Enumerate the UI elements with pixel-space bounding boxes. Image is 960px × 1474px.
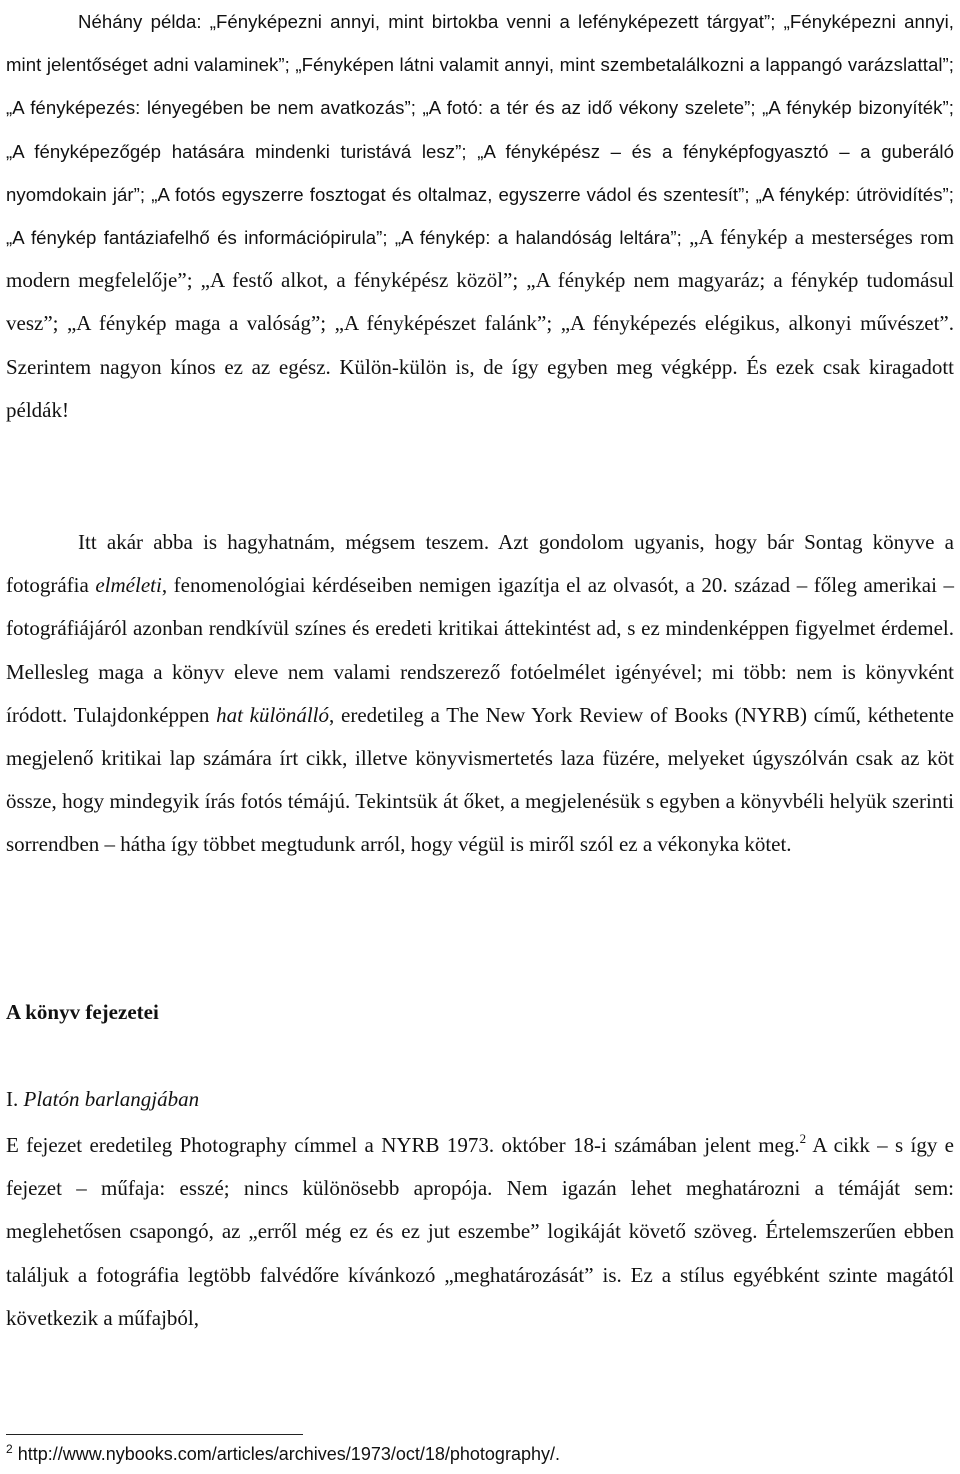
quotes-paragraph [6,0,954,432]
chapter-heading: A könyv fejezetei [6,1000,159,1024]
quotes-intro: Néhány példa: [78,11,210,32]
paragraph-indent [6,9,78,33]
footnote-link[interactable]: http://www.nybooks.com/articles/archives/1973/oct/18/photography/. [12,1444,560,1464]
quotes-list: „Fényképezni annyi, mint birtokba venni a lefényképezett tárgyat”; „Fényképezni annyi, mint jelentőséget adni valaminek”; „Fényképen látni valamit annyi, mint szembetalálkozni a lappangó varázslattal”; „A fényképezés: lényegében be nem avatkozás”; „A fotó: a tér és az idő vékony szelete”; „A fénykép bizonyíték”; „A fényképezőgép hatására mindenki turistává lesz”; „A fényképész – és a fényképfogyasztó – a guberáló nyomdokain jár”; „A fotós egyszerre fosztogat és oltalmaz, egyszerre vádol és szentesít”; „A fénykép: útrövidítés”; „A fénykép fantáziafelhő és információpirula”; „A fénykép: a halandóság leltára”; [6,11,955,249]
section-paragraph [6,1124,954,1340]
section-text-a: E fejezet eredetileg Photography címmel a NYRB 1973. október 18-i számában jelent meg. [6,1133,800,1157]
footnote-separator [6,1434,303,1435]
section-title: Platón barlangjában [23,1087,200,1111]
intro-text-c: , eredetileg a The New York Review of Books (NYRB) című, kéthetente megjelenő kritikai lap számára írt cikk, illetve könyvismertetés laza füzére, melyeket úgyszólván csak az köt össze, hogy mindegyik írás fotós témájú. Tekintsük át őket, a megjelenésük s egyben a könyvbéli helyük szerinti sorrendben – hátha így többet megtudunk arról, hogy végül is miről szól ez a vékonyka kötet. [6,702,954,857]
quotes-list-continued: „A fénykép a mesterséges rom modern megfelelője”; „A festő alkot, a fényképész közöl”; „A fénykép nem magyaráz; a fénykép tudomásul vesz”; „A fénykép maga a valóság”; „A fényképészet falánk”; „A fényképezés elégikus, alkonyi művészet”. [6,225,955,336]
section-heading [6,1087,199,1112]
section-numeral: I. [6,1087,24,1111]
intro-paragraph [6,521,954,867]
footnote [6,1442,560,1465]
intro-emphasis-b: hat különálló [216,702,330,727]
intro-text-a: Itt akár abba is hagyhatnám, mégsem teszem. Azt gondolom ugyanis, hogy bár Sontag könyve a fotográfia [6,530,954,598]
section-text-b: A cikk – s így e fejezet – műfaja: esszé; nincs különösebb apropója. Nem igazán lehet meghatározni a témáját sem: meglehetősen csapongó, az „erről még ez és ez jut eszembe” logikáját követő szöveg. Értelemszerűen ebben találjuk a fotográfia legtöbb falvédőre kívánkozó „meghatározását” is. Ez a stílus egyébként szinte magától következik a műfajból, [6,1133,954,1330]
intro-emphasis-a: elméleti [95,573,162,598]
quotes-commentary: Szerintem nagyon kínos ez az egész. Külön-külön is, de így egyben meg végképp. És ezek csak kiragadott példák! [6,354,954,422]
footnote-number: 2 [6,1442,13,1456]
intro-text-b: , fenomenológiai kérdéseiben nemigen igazítja el az olvasót, a 20. század – főleg amerikai – fotográfiájáról azonban rendkívül színes és eredeti kritikai áttekintést ad, s ez mindenképpen figyelmet érdemel. Mellesleg maga a könyv eleve nem valami rendszerező fotóelmélet igényével; mi több: nem is könyvként íródott. Tulajdonképpen [6,573,954,727]
footnote-reference[interactable]: 2 [799,1131,807,1146]
